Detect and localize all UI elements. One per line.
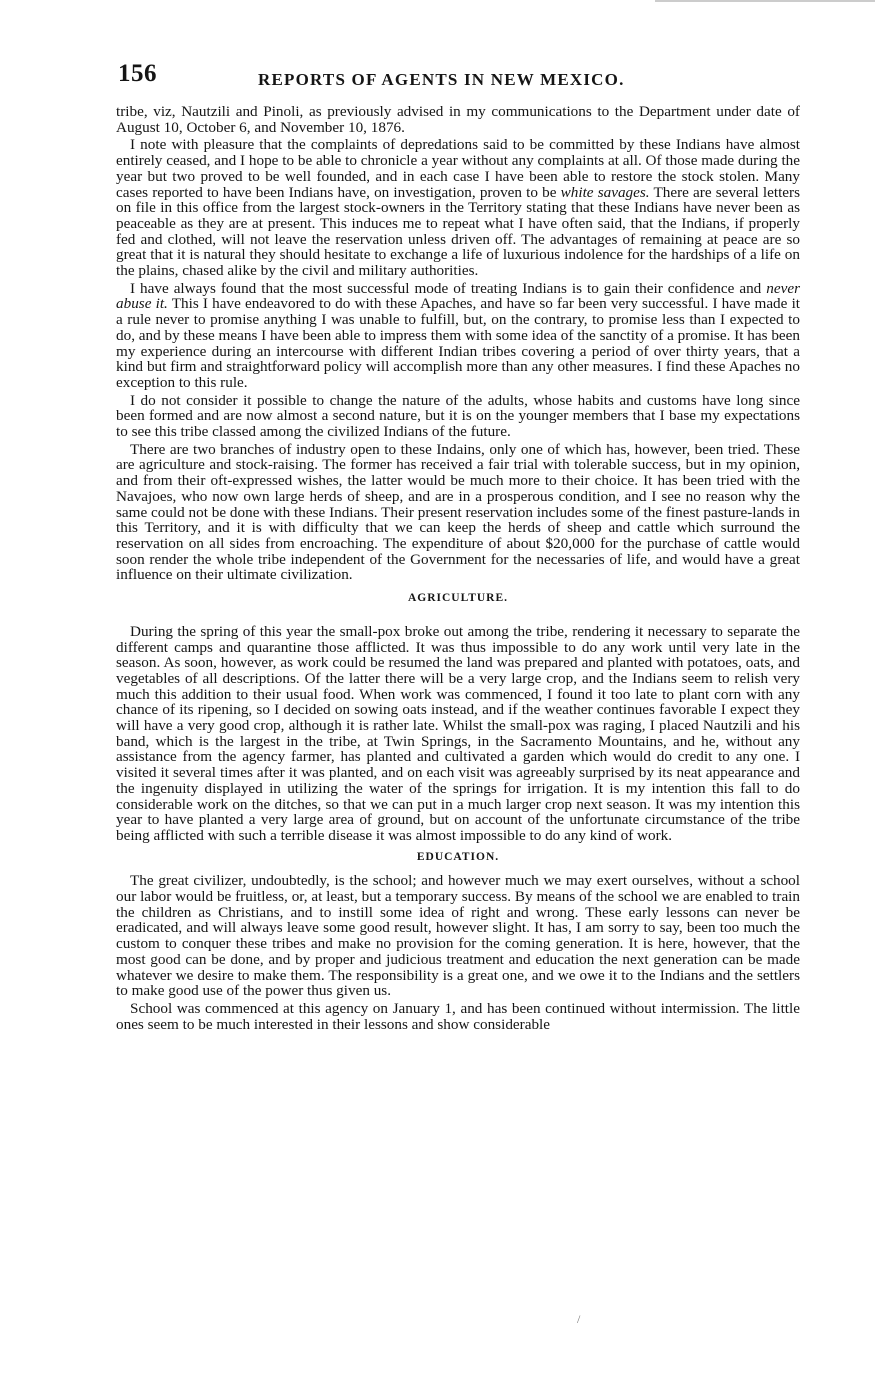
body-text [116, 104, 800, 1034]
emphasis-white-savages: white savages. [560, 183, 650, 201]
paragraph-depredations: I note with pleasure that the complaints of depredations said to be committed by these Indians have almost entirely ceased, and I hope to be able to chronicle a year without any complaints at all. Of those made during the year but two proved to be well founded, and in each case I have been able to restore the stock stolen. Many cases reported to have been Indians have, on investigation, proven to be white savages. There are several letters on file in this office from the largest stock-owners in the Territory stating that these Indians have never been as peaceable as they are at present. This induces me to repeat what I have often said, that the Indians, if properly fed and clothed, will not leave the reservation unless driven off. The advantages of remaining at peace are so great that it is natural they should hesitate to exchange a life of luxurious indolence for the hardships of a life on the plains, chased alike by the civil and military authorities. [116, 136, 801, 280]
paragraph-agriculture: During the spring of this year the small-pox broke out among the tribe, rendering it necessary to separate the different camps and quarantine those afflicted. It was thus impossible to do any work until very late in the season. As soon, however, as work could be resumed the land was prepared and planted with potatoes, oats, and vegetables of all descriptions. Of the latter there will be a very large crop, and the Indians seem to relish very much this addition to their usual food. When work was commenced, I found it too late to plant corn with any chance of its ripening, so I decided on sowing oats instead, and if the weather continues favorable I expect they will have a very good crop, although it is rather late. Whilst the small-pox was raging, I placed Nautzili and his band, which is the largest in the tribe, at Twin Springs, in the Sacramento Mountains, and he, without any assistance from the agency farmer, has planted and cultivated a garden which would do credit to any one. I visited it several times after it was planted, and on each visit was agreeably surprised by its neat appearance and the ingenuity displayed in utilizing the water of the springs for irrigation. It is my intention this fall to do considerable work on the ditches, so that we can put in a much larger crop next season. It was my intention this year to have planted a very large area of ground, but on account of the unfortunate circumstance of the tribe being afflicted with such a terrible disease it was almost impossible to do any kind of work. [116, 622, 800, 844]
emphasis-never-abuse-it: never abuse it. [116, 279, 800, 313]
paragraph-continuation: tribe, viz, Nautzili and Pinoli, as previously advised in my communications to the Department under date of August 10, October 6, and November 10, 1876. [116, 103, 800, 136]
section-heading-education: EDUCATION. [416, 850, 500, 863]
paragraph-treating-indians: I have always found that the most successful mode of treating Indians is to gain their confidence and never abuse it. This I have endeavored to do with these Apaches, and have so far been very successful. I have made it a rule never to promise anything I was unable to fulfill, but, on the contrary, to promise less than I expected to do, and by these means I have been able to impress them with some idea of the sanctity of a promise. It has been my experience during an intercourse with different Indian tribes covering a period of over thirty years, that a kind but firm and straightforward policy will accomplish more than any other measures. I find these Apaches no exception to this rule. [116, 279, 801, 391]
running-title: REPORTS OF AGENTS IN NEW MEXICO. [258, 70, 625, 89]
section-heading-agriculture: AGRICULTURE. [407, 592, 509, 605]
scan-edge-mark [655, 0, 875, 6]
stray-mark: / [577, 1312, 581, 1326]
paragraph-adults: I do not consider it possible to change the nature of the adults, whose habits and customs have long since been formed and are now almost a second nature, but it is on the younger members that I base my expectations to see this tribe classed among the civilized Indians of the future. [116, 391, 800, 441]
page-number: 156 [118, 60, 157, 87]
paragraph-industry: There are two branches of industry open to these Indains, only one of which has, however, been tried. These are agriculture and stock-raising. The former has received a fair trial with tolerable success, but in my opinion, and from their oft-expressed wishes, the latter would be much more to their choice. It has been tried with the Navajoes, who now own large herds of sheep, and are in a prosperous condition, and I see no reason why the same could not be done with these Indians. Their present reservation includes some of the finest pasture-lands in this Territory, and it is with difficulty that we can keep the herds of sheep and cattle which surround the reservation on all sides from encroaching. The expenditure of about $20,000 for the purchase of cattle would soon render the whole tribe independent of the Government for the necessaries of life, and would have a great influence on their ultimate civilization. [116, 440, 800, 584]
paragraph-education-school: The great civilizer, undoubtedly, is the school; and however much we may exert ourselves, without a school our labor would be fruitless, or, at least, but a temporary success. By means of the school we are enabled to train the children as Christians, and to instill some idea of right and wrong. These early lessons can never be eradicated, and will always leave some good result, however slight. It has, I am sorry to say, been too much the custom to conquer these tribes and make no provision for the coming generation. It is here, however, that the most good can be done, and by proper and judicious treatment and education the next generation can be made whatever we desire to make them. The responsibility is a great one, and we owe it to the Indians and the settlers to make good use of the power thus given us. [116, 872, 800, 1000]
paragraph-education-commenced: School was commenced at this agency on January 1, and has been continued without intermission. The little ones seem to be much interested in their lessons and show considerable [116, 999, 800, 1033]
